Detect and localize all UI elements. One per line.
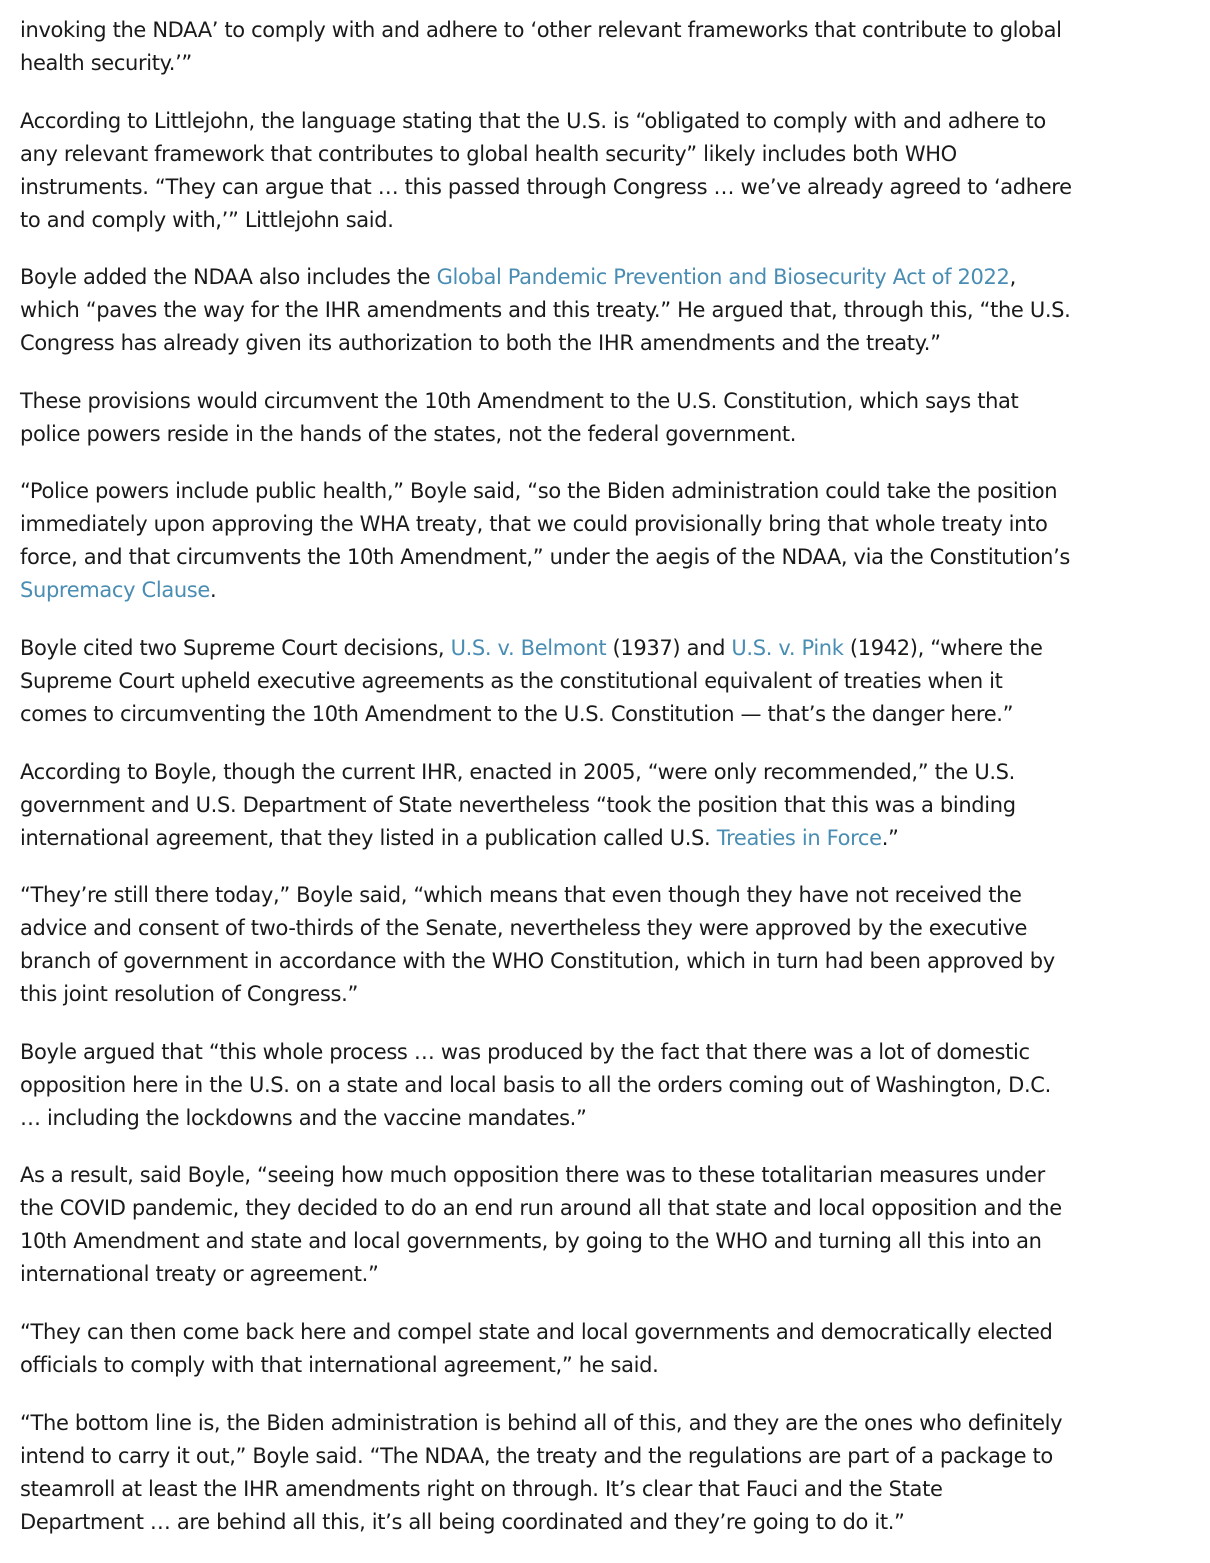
text-segment: These provisions would circumvent the 10th Amendment to the U.S. Constitution, which says that <box>20 388 1019 413</box>
text-line <box>20 879 1200 912</box>
text-line <box>20 1440 1200 1473</box>
text-line <box>20 1225 1200 1258</box>
text-line <box>20 261 1200 294</box>
text-segment: international treaty or agreement.” <box>20 1262 379 1287</box>
text-line <box>20 1407 1200 1440</box>
inline-link[interactable]: Supremacy Clause <box>20 578 210 603</box>
text-segment: . <box>209 578 217 603</box>
text-line <box>20 475 1200 508</box>
text-segment: instruments. “They can argue that … this passed through Congress … we’ve already agreed to ‘adhere <box>20 174 1072 199</box>
text-segment: 10th Amendment and state and local governments, by going to the WHO and turning all this into an <box>20 1229 1042 1254</box>
inline-link[interactable]: Global Pandemic Prevention and Biosecurity Act of 2022 <box>436 265 1010 290</box>
text-segment: any relevant framework that contributes to global health security” likely includes both WHO <box>20 141 957 166</box>
inline-link[interactable]: U.S. v. Belmont <box>450 635 607 660</box>
article-paragraph <box>20 14 1200 80</box>
text-line <box>20 945 1200 978</box>
text-line <box>20 1192 1200 1225</box>
text-line <box>20 171 1200 204</box>
text-segment: Supreme Court upheld executive agreements as the constitutional equivalent of treaties when it <box>20 668 1003 693</box>
text-segment: international agreement, that they listed in a publication called U.S. <box>20 825 717 850</box>
text-line <box>20 1069 1200 1102</box>
text-segment: immediately upon approving the WHA treaty, that we could provisionally bring that whole treaty into <box>20 512 1048 537</box>
text-line <box>20 1159 1200 1192</box>
text-segment: “Police powers include public health,” Boyle said, “so the Biden administration could take the position <box>20 479 1058 504</box>
article-paragraph <box>20 1407 1200 1539</box>
text-segment: police powers reside in the hands of the states, not the federal government. <box>20 421 797 446</box>
text-segment: which “paves the way for the IHR amendments and this treaty.” He argued that, through this, “the U.S. <box>20 298 1071 323</box>
text-line <box>20 138 1200 171</box>
text-segment: , <box>1009 265 1016 290</box>
text-segment: Congress has already given its authorization to both the IHR amendments and the treaty.” <box>20 331 941 356</box>
text-line <box>20 756 1200 789</box>
text-line <box>20 698 1200 731</box>
article-body <box>20 14 1200 1563</box>
text-segment: opposition here in the U.S. on a state and local basis to all the orders coming out of Washington, D.C. <box>20 1072 1051 1097</box>
text-segment: government and U.S. Department of State nevertheless “took the position that this was a binding <box>20 792 1016 817</box>
inline-link[interactable]: U.S. v. Pink <box>731 635 844 660</box>
article-paragraph <box>20 475 1200 607</box>
article-paragraph <box>20 756 1200 855</box>
text-segment: force, and that circumvents the 10th Amendment,” under the aegis of the NDAA, via the Constitution’s <box>20 545 1070 570</box>
text-line <box>20 665 1200 698</box>
text-line <box>20 912 1200 945</box>
article-paragraph <box>20 1316 1200 1382</box>
text-segment: invoking the NDAA’ to comply with and adhere to ‘other relevant frameworks that contribute to global <box>20 18 1062 42</box>
text-line <box>20 327 1200 360</box>
text-segment: intend to carry it out,” Boyle said. “The NDAA, the treaty and the regulations are part of a package to <box>20 1443 1053 1468</box>
article-paragraph <box>20 385 1200 451</box>
text-segment: the COVID pandemic, they decided to do an end run around all that state and local opposition and the <box>20 1196 1062 1221</box>
text-line <box>20 47 1200 80</box>
text-segment: … including the lockdowns and the vaccine mandates.” <box>20 1105 587 1130</box>
text-line <box>20 1349 1200 1382</box>
text-segment: this joint resolution of Congress.” <box>20 982 359 1007</box>
article-paragraph <box>20 879 1200 1011</box>
text-segment: Boyle added the NDAA also includes the <box>20 265 437 290</box>
text-line <box>20 789 1200 822</box>
text-segment: According to Littlejohn, the language stating that the U.S. is “obligated to comply with and adhere to <box>20 108 1046 133</box>
text-line <box>20 1036 1200 1069</box>
text-segment: to and comply with,’” Littlejohn said. <box>20 207 394 232</box>
text-line <box>20 541 1200 574</box>
article-paragraph <box>20 105 1200 237</box>
text-line <box>20 1473 1200 1506</box>
text-line <box>20 14 1200 47</box>
text-segment: (1942), “where the <box>843 635 1043 660</box>
text-segment: comes to circumventing the 10th Amendment to the U.S. Constitution — that’s the danger here.” <box>20 701 1014 726</box>
text-segment: Department … are behind all this, it’s all being coordinated and they’re going to do it.” <box>20 1509 905 1534</box>
text-segment: Boyle cited two Supreme Court decisions, <box>20 635 451 660</box>
text-line <box>20 1258 1200 1291</box>
text-segment: According to Boyle, though the current IHR, enacted in 2005, “were only recommended,” the U.S. <box>20 759 1015 784</box>
text-segment: advice and consent of two-thirds of the Senate, nevertheless they were approved by the executive <box>20 916 1028 941</box>
text-segment: .” <box>881 825 899 850</box>
text-segment: steamroll at least the IHR amendments right on through. It’s clear that Fauci and the State <box>20 1476 943 1501</box>
text-line <box>20 105 1200 138</box>
inline-link[interactable]: Treaties in Force <box>716 825 882 850</box>
text-segment: Boyle argued that “this whole process … was produced by the fact that there was a lot of domestic <box>20 1039 1030 1064</box>
text-line <box>20 385 1200 418</box>
text-line <box>20 1506 1200 1539</box>
text-segment: “The bottom line is, the Biden administration is behind all of this, and they are the ones who definitely <box>20 1410 1063 1435</box>
text-line <box>20 1102 1200 1135</box>
text-line <box>20 632 1200 665</box>
text-line <box>20 508 1200 541</box>
text-line <box>20 1316 1200 1349</box>
text-segment: officials to comply with that international agreement,” he said. <box>20 1352 659 1377</box>
text-segment: As a result, said Boyle, “seeing how much opposition there was to these totalitarian measures under <box>20 1163 1045 1188</box>
article-paragraph <box>20 261 1200 360</box>
text-segment: branch of government in accordance with the WHO Constitution, which in turn had been approved by <box>20 949 1055 974</box>
text-line <box>20 574 1200 607</box>
text-segment: “They can then come back here and compel state and local governments and democratically elected <box>20 1319 1053 1344</box>
article-paragraph <box>20 632 1200 731</box>
text-segment: health security.’” <box>20 51 192 75</box>
text-line <box>20 204 1200 237</box>
text-line <box>20 822 1200 855</box>
text-line <box>20 978 1200 1011</box>
text-line <box>20 418 1200 451</box>
article-paragraph <box>20 1036 1200 1135</box>
text-line <box>20 294 1200 327</box>
text-segment: “They’re still there today,” Boyle said, “which means that even though they have not received the <box>20 883 1022 908</box>
text-segment: (1937) and <box>606 635 732 660</box>
article-paragraph <box>20 1159 1200 1291</box>
